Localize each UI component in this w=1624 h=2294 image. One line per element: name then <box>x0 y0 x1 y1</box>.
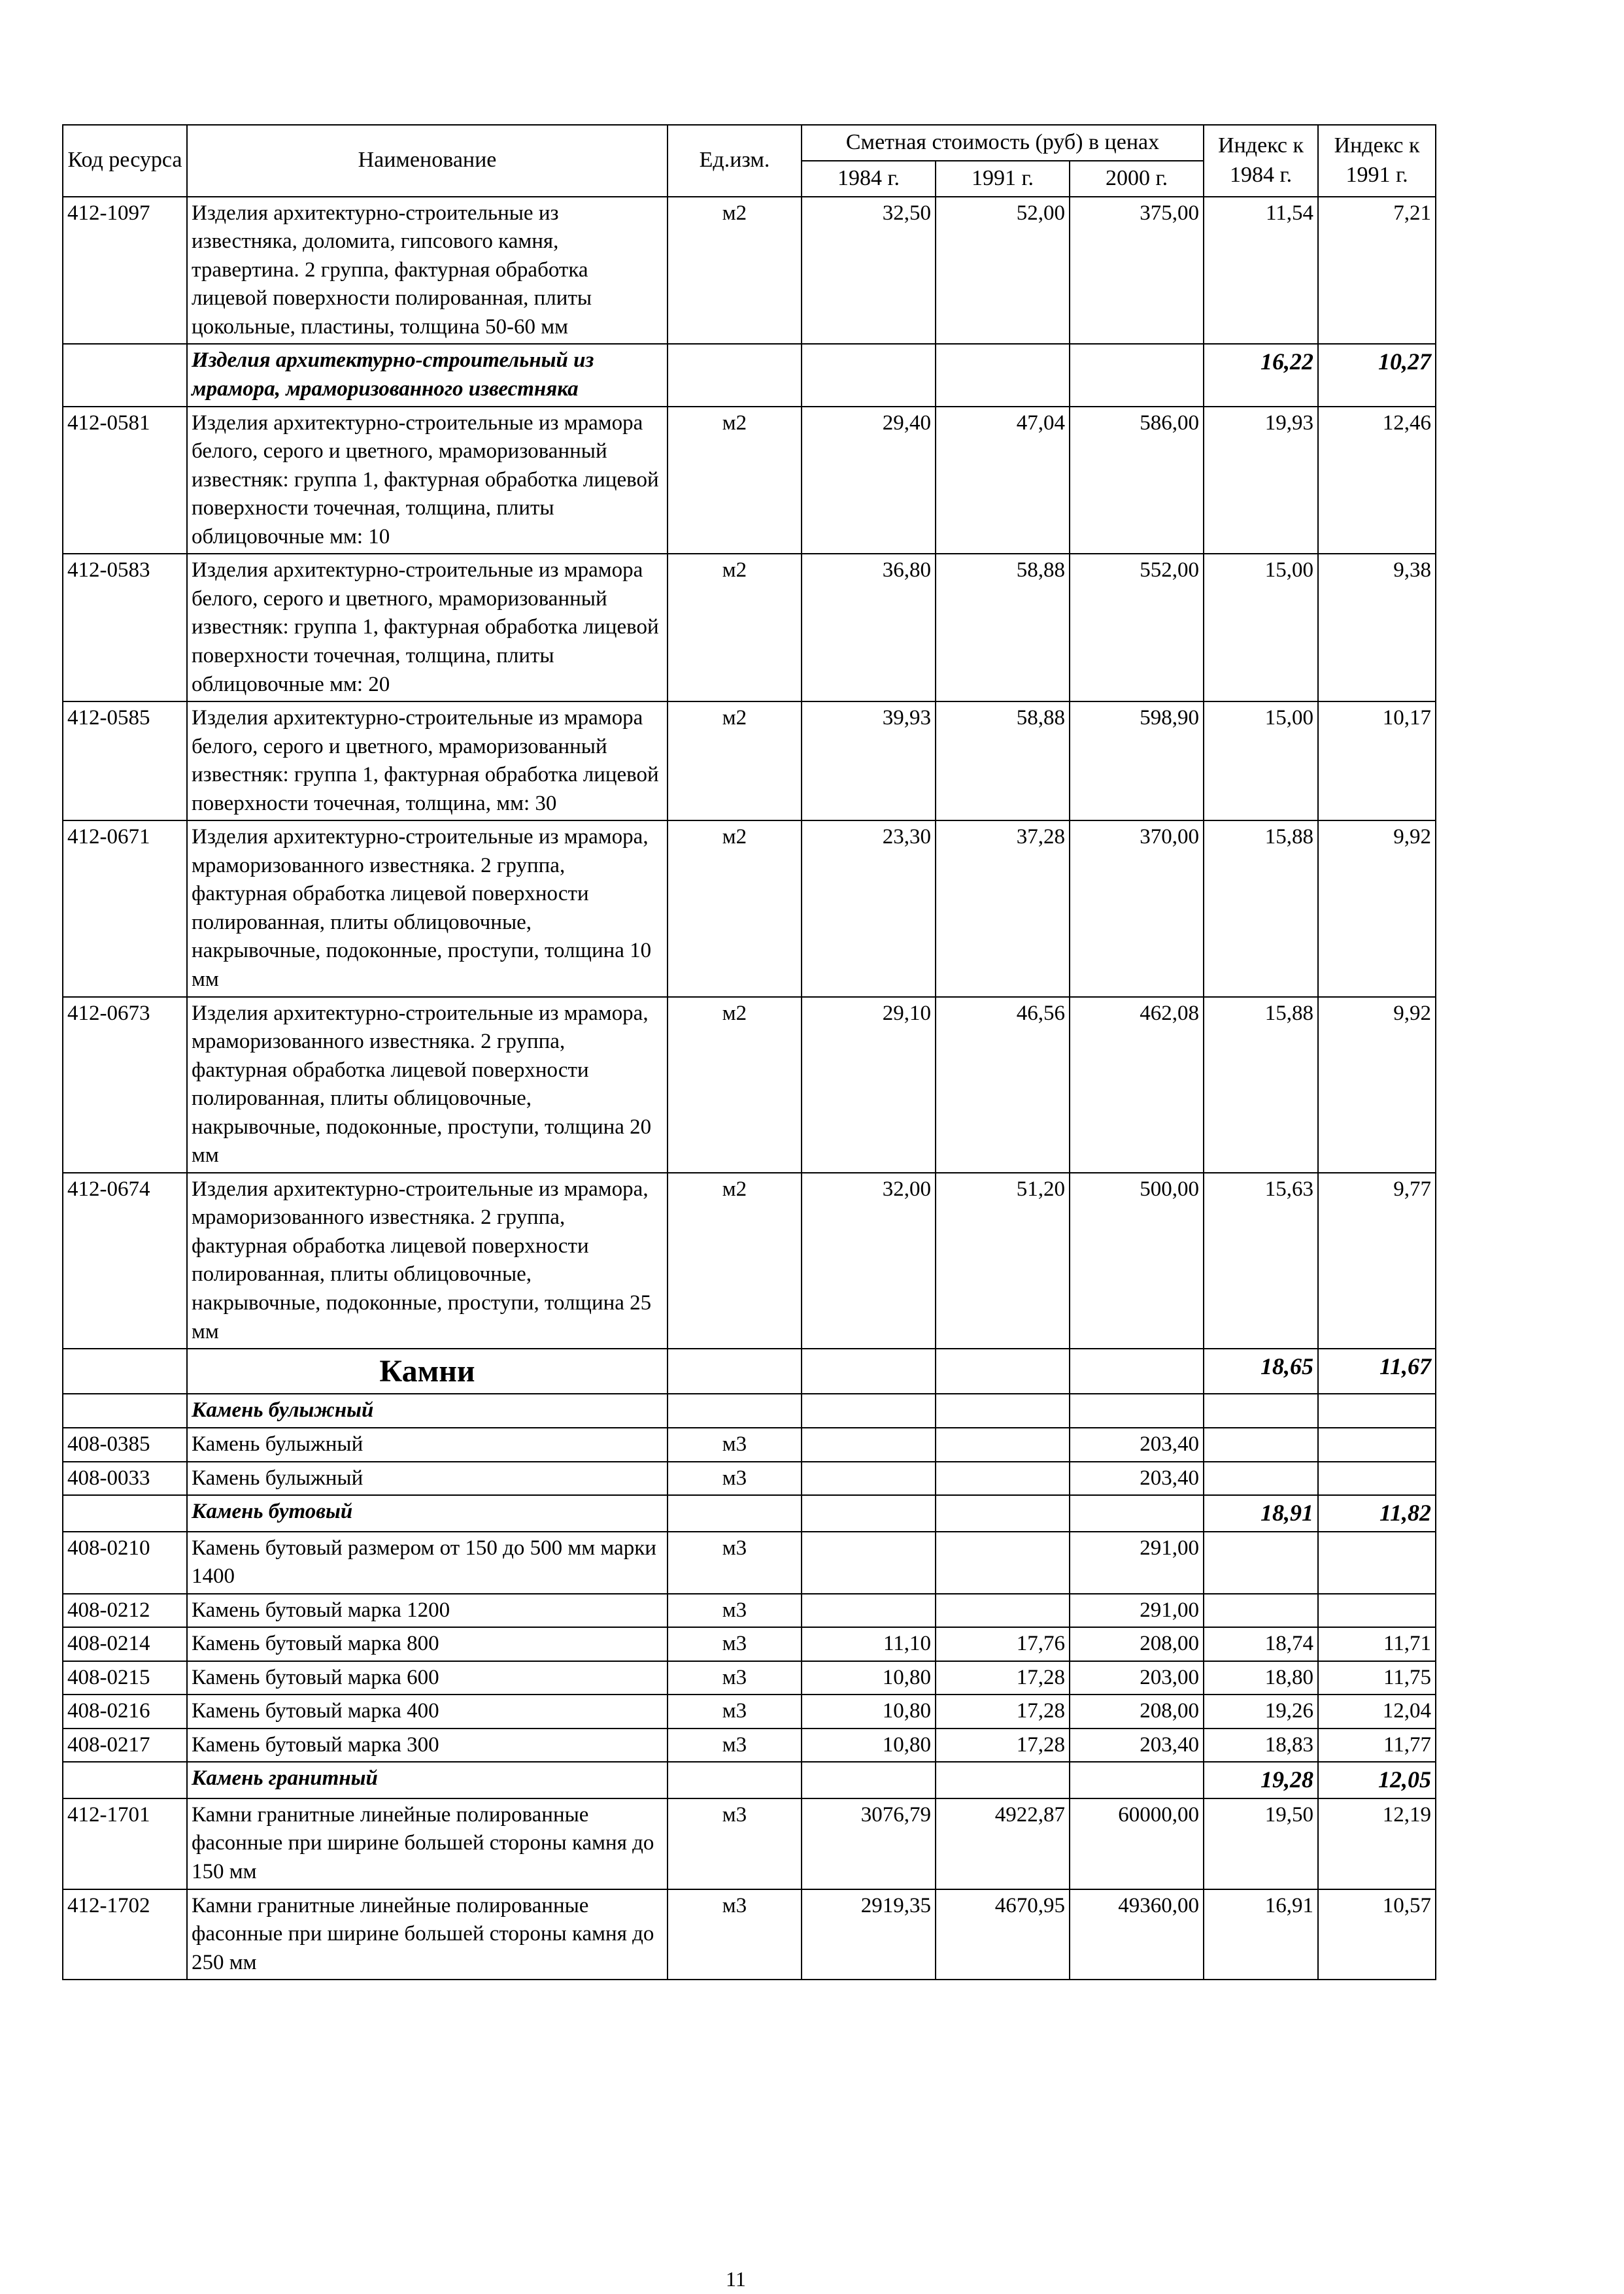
cell-index-1984: 19,50 <box>1204 1798 1318 1889</box>
table-header <box>63 125 1436 197</box>
cell-price-1991: 4922,87 <box>936 1798 1070 1889</box>
cell-index-1991: 11,82 <box>1318 1495 1436 1532</box>
cell-index-1984: 19,93 <box>1204 407 1318 554</box>
cell-name: Изделия архитектурно-строительные из мрамора белого, серого и цветного, мраморизованный известняк: группа 1, фактурная обработка лицевой поверхности точечная, толщина, плиты облицовочные мм: 10 <box>187 407 668 554</box>
cell-price-1984 <box>802 344 936 406</box>
cell-name: Камни <box>187 1349 668 1394</box>
table-body <box>63 197 1436 1980</box>
section-row <box>63 1349 1436 1394</box>
cell-unit: м3 <box>668 1661 802 1695</box>
header-year-1984: 1984 г. <box>802 161 936 197</box>
cell-code: 412-0581 <box>63 407 187 554</box>
cell-price-1991 <box>936 1495 1070 1532</box>
cell-unit <box>668 1394 802 1428</box>
cell-code: 412-0671 <box>63 820 187 996</box>
cell-code: 412-0583 <box>63 554 187 701</box>
cell-price-2000: 552,00 <box>1070 554 1204 701</box>
cell-unit: м3 <box>668 1889 802 1980</box>
cell-price-2000 <box>1070 344 1204 406</box>
cell-name: Камень бутовый марка 800 <box>187 1627 668 1661</box>
cell-index-1984 <box>1204 1462 1318 1496</box>
cell-code <box>63 1762 187 1798</box>
cell-price-1991: 17,28 <box>936 1695 1070 1729</box>
cell-name: Изделия архитектурно-строительные из мрамора, мраморизованного известняка. 2 группа, фактурная обработка лицевой поверхности полированная, плиты облицовочные, накрывочные, подоконные, проступи, толщина 20 мм <box>187 997 668 1173</box>
cell-price-1991: 58,88 <box>936 554 1070 701</box>
cell-unit: м2 <box>668 820 802 996</box>
cell-price-1991 <box>936 1532 1070 1594</box>
cell-price-2000: 49360,00 <box>1070 1889 1204 1980</box>
cell-price-1984 <box>802 1394 936 1428</box>
cell-name: Изделия архитектурно-строительный из мрамора, мраморизованного известняка <box>187 344 668 406</box>
group-row <box>63 1762 1436 1798</box>
cell-price-1984: 10,80 <box>802 1661 936 1695</box>
cell-index-1991: 10,57 <box>1318 1889 1436 1980</box>
cell-code: 412-0673 <box>63 997 187 1173</box>
table-row <box>63 997 1436 1173</box>
cell-unit: м2 <box>668 197 802 345</box>
cell-code <box>63 1349 187 1394</box>
cell-price-2000 <box>1070 1349 1204 1394</box>
cell-price-2000: 462,08 <box>1070 997 1204 1173</box>
cell-price-1984: 10,80 <box>802 1695 936 1729</box>
cell-index-1984: 15,00 <box>1204 554 1318 701</box>
cell-unit <box>668 1349 802 1394</box>
cell-unit <box>668 1762 802 1798</box>
header-name: Наименование <box>187 125 668 197</box>
cell-index-1991: 12,19 <box>1318 1798 1436 1889</box>
cell-price-2000 <box>1070 1762 1204 1798</box>
cell-code: 408-0210 <box>63 1532 187 1594</box>
cell-price-1991: 47,04 <box>936 407 1070 554</box>
cell-index-1984: 19,26 <box>1204 1695 1318 1729</box>
cell-price-1991 <box>936 344 1070 406</box>
cell-code: 408-0215 <box>63 1661 187 1695</box>
cell-price-1984: 3076,79 <box>802 1798 936 1889</box>
cell-index-1991: 10,17 <box>1318 701 1436 820</box>
cell-price-1991 <box>936 1349 1070 1394</box>
cell-price-1984 <box>802 1428 936 1462</box>
cell-unit: м2 <box>668 1173 802 1349</box>
group-row <box>63 1495 1436 1532</box>
table-row <box>63 407 1436 554</box>
cell-index-1984: 18,91 <box>1204 1495 1318 1532</box>
cell-name: Изделия архитектурно-строительные из мрамора белого, серого и цветного, мраморизованный известняк: группа 1, фактурная обработка лицевой поверхности точечная, толщина, мм: 30 <box>187 701 668 820</box>
cell-price-1991 <box>936 1462 1070 1496</box>
cell-index-1984: 15,88 <box>1204 820 1318 996</box>
cell-price-2000: 586,00 <box>1070 407 1204 554</box>
table-row <box>63 1532 1436 1594</box>
cell-price-2000: 208,00 <box>1070 1695 1204 1729</box>
cell-unit <box>668 344 802 406</box>
cell-index-1991: 11,67 <box>1318 1349 1436 1394</box>
cell-price-1991: 17,28 <box>936 1661 1070 1695</box>
cell-name: Камни гранитные линейные полированные фасонные при ширине большей стороны камня до 150 мм <box>187 1798 668 1889</box>
cell-index-1991 <box>1318 1594 1436 1628</box>
cell-index-1984 <box>1204 1594 1318 1628</box>
header-unit: Ед.изм. <box>668 125 802 197</box>
table-row <box>63 1695 1436 1729</box>
table-row <box>63 820 1436 996</box>
header-year-1991: 1991 г. <box>936 161 1070 197</box>
cell-index-1984: 18,83 <box>1204 1729 1318 1763</box>
cell-price-1991 <box>936 1594 1070 1628</box>
header-index-1991: Индекс к 1991 г. <box>1318 125 1436 197</box>
cell-name: Изделия архитектурно-строительные из мрамора, мраморизованного известняка. 2 группа, фактурная обработка лицевой поверхности полированная, плиты облицовочные, накрывочные, подоконные, проступи, толщина 25 мм <box>187 1173 668 1349</box>
cell-price-2000: 60000,00 <box>1070 1798 1204 1889</box>
cell-index-1984: 11,54 <box>1204 197 1318 345</box>
cell-price-1991 <box>936 1428 1070 1462</box>
cell-code: 412-1097 <box>63 197 187 345</box>
cell-price-1984: 10,80 <box>802 1729 936 1763</box>
cell-unit: м3 <box>668 1695 802 1729</box>
cell-price-1984 <box>802 1532 936 1594</box>
table-row <box>63 701 1436 820</box>
cell-name: Камень булыжный <box>187 1394 668 1428</box>
cell-index-1991: 12,04 <box>1318 1695 1436 1729</box>
table-row <box>63 1462 1436 1496</box>
cell-price-1991 <box>936 1394 1070 1428</box>
cell-name: Камень бутовый размером от 150 до 500 мм марки 1400 <box>187 1532 668 1594</box>
header-code: Код ресурса <box>63 125 187 197</box>
header-cost-group: Сметная стоимость (руб) в ценах <box>802 125 1204 161</box>
cell-name: Изделия архитектурно-строительные из известняка, доломита, гипсового камня, травертина. 2 группа, фактурная обработка лицевой поверхности полированная, плиты цокольные, пластины, толщина 50-60 мм <box>187 197 668 345</box>
cell-index-1991 <box>1318 1532 1436 1594</box>
cell-code: 412-1702 <box>63 1889 187 1980</box>
cell-price-1984: 36,80 <box>802 554 936 701</box>
cell-code: 408-0033 <box>63 1462 187 1496</box>
cell-price-1991 <box>936 1762 1070 1798</box>
cell-index-1984: 16,22 <box>1204 344 1318 406</box>
group-row <box>63 344 1436 406</box>
cell-name: Камень бутовый марка 600 <box>187 1661 668 1695</box>
cell-unit: м3 <box>668 1627 802 1661</box>
cell-unit <box>668 1495 802 1532</box>
cell-name: Камень бутовый марка 1200 <box>187 1594 668 1628</box>
cell-price-1991: 52,00 <box>936 197 1070 345</box>
cell-unit: м2 <box>668 701 802 820</box>
cell-price-1984: 32,50 <box>802 197 936 345</box>
cell-unit: м2 <box>668 997 802 1173</box>
cell-code <box>63 1495 187 1532</box>
cell-index-1991 <box>1318 1394 1436 1428</box>
cell-code: 408-0212 <box>63 1594 187 1628</box>
cell-index-1991: 11,71 <box>1318 1627 1436 1661</box>
table-row <box>63 1627 1436 1661</box>
cell-price-1984: 29,40 <box>802 407 936 554</box>
cell-price-2000: 291,00 <box>1070 1594 1204 1628</box>
cell-price-1984 <box>802 1495 936 1532</box>
cell-name: Камень гранитный <box>187 1762 668 1798</box>
cell-index-1984 <box>1204 1428 1318 1462</box>
cell-name: Камень булыжный <box>187 1428 668 1462</box>
cell-unit: м2 <box>668 554 802 701</box>
cell-price-1984: 2919,35 <box>802 1889 936 1980</box>
cell-price-2000: 500,00 <box>1070 1173 1204 1349</box>
table-row <box>63 1428 1436 1462</box>
table-row <box>63 1173 1436 1349</box>
cell-index-1991: 7,21 <box>1318 197 1436 345</box>
cell-code <box>63 344 187 406</box>
cell-unit: м2 <box>668 407 802 554</box>
cell-price-1984 <box>802 1349 936 1394</box>
cell-price-2000 <box>1070 1394 1204 1428</box>
group-row <box>63 1394 1436 1428</box>
cell-index-1984: 18,74 <box>1204 1627 1318 1661</box>
table-row <box>63 1594 1436 1628</box>
header-index-1984: Индекс к 1984 г. <box>1204 125 1318 197</box>
cell-code: 408-0385 <box>63 1428 187 1462</box>
cell-index-1984 <box>1204 1394 1318 1428</box>
cell-index-1991 <box>1318 1462 1436 1496</box>
cell-price-2000: 203,40 <box>1070 1428 1204 1462</box>
cell-unit: м3 <box>668 1594 802 1628</box>
cell-unit: м3 <box>668 1462 802 1496</box>
cell-price-2000: 203,00 <box>1070 1661 1204 1695</box>
cell-index-1991: 9,92 <box>1318 997 1436 1173</box>
cell-code: 412-0674 <box>63 1173 187 1349</box>
cell-price-1991: 37,28 <box>936 820 1070 996</box>
cell-code <box>63 1394 187 1428</box>
cell-unit: м3 <box>668 1428 802 1462</box>
cell-index-1991: 9,92 <box>1318 820 1436 996</box>
cell-index-1984: 18,65 <box>1204 1349 1318 1394</box>
cell-price-1984: 23,30 <box>802 820 936 996</box>
cell-price-1984: 29,10 <box>802 997 936 1173</box>
cell-name: Камень бутовый марка 300 <box>187 1729 668 1763</box>
header-year-2000: 2000 г. <box>1070 161 1204 197</box>
cell-price-2000: 203,40 <box>1070 1729 1204 1763</box>
cell-unit: м3 <box>668 1798 802 1889</box>
cell-price-1984 <box>802 1462 936 1496</box>
cell-price-2000: 598,90 <box>1070 701 1204 820</box>
table-row <box>63 1729 1436 1763</box>
cell-index-1991: 9,77 <box>1318 1173 1436 1349</box>
cell-price-2000: 291,00 <box>1070 1532 1204 1594</box>
cell-index-1991: 10,27 <box>1318 344 1436 406</box>
cell-name: Камень булыжный <box>187 1462 668 1496</box>
cell-index-1991 <box>1318 1428 1436 1462</box>
table-row <box>63 1889 1436 1980</box>
cell-price-2000 <box>1070 1495 1204 1532</box>
cell-price-1984: 39,93 <box>802 701 936 820</box>
table-row <box>63 1661 1436 1695</box>
table-row <box>63 554 1436 701</box>
cell-index-1991: 12,05 <box>1318 1762 1436 1798</box>
cell-price-2000: 370,00 <box>1070 820 1204 996</box>
cell-price-2000: 208,00 <box>1070 1627 1204 1661</box>
cell-code: 408-0217 <box>63 1729 187 1763</box>
cell-price-1984 <box>802 1594 936 1628</box>
cell-index-1991: 9,38 <box>1318 554 1436 701</box>
cell-index-1984: 19,28 <box>1204 1762 1318 1798</box>
cell-price-1991: 46,56 <box>936 997 1070 1173</box>
table-row <box>63 1798 1436 1889</box>
cell-price-1984: 11,10 <box>802 1627 936 1661</box>
cell-name: Камень бутовый марка 400 <box>187 1695 668 1729</box>
cell-name: Изделия архитектурно-строительные из мрамора белого, серого и цветного, мраморизованный известняк: группа 1, фактурная обработка лицевой поверхности точечная, толщина, плиты облицовочные мм: 20 <box>187 554 668 701</box>
cell-price-1991: 17,28 <box>936 1729 1070 1763</box>
cell-unit: м3 <box>668 1532 802 1594</box>
cell-price-1984 <box>802 1762 936 1798</box>
cell-code: 408-0216 <box>63 1695 187 1729</box>
cell-price-1991: 4670,95 <box>936 1889 1070 1980</box>
cell-index-1984 <box>1204 1532 1318 1594</box>
cell-price-1991: 58,88 <box>936 701 1070 820</box>
cell-price-1991: 51,20 <box>936 1173 1070 1349</box>
cell-code: 412-1701 <box>63 1798 187 1889</box>
cell-code: 408-0214 <box>63 1627 187 1661</box>
cell-price-1984: 32,00 <box>802 1173 936 1349</box>
price-table <box>62 124 1436 1980</box>
cell-price-2000: 203,40 <box>1070 1462 1204 1496</box>
page-number: 11 <box>726 2267 746 2291</box>
cell-name: Камни гранитные линейные полированные фасонные при ширине большей стороны камня до 250 мм <box>187 1889 668 1980</box>
cell-price-1991: 17,76 <box>936 1627 1070 1661</box>
cell-index-1984: 15,88 <box>1204 997 1318 1173</box>
cell-code: 412-0585 <box>63 701 187 820</box>
cell-index-1991: 12,46 <box>1318 407 1436 554</box>
cell-price-2000: 375,00 <box>1070 197 1204 345</box>
cell-index-1984: 16,91 <box>1204 1889 1318 1980</box>
cell-index-1991: 11,77 <box>1318 1729 1436 1763</box>
cell-index-1991: 11,75 <box>1318 1661 1436 1695</box>
cell-index-1984: 15,63 <box>1204 1173 1318 1349</box>
cell-unit: м3 <box>668 1729 802 1763</box>
cell-name: Камень бутовый <box>187 1495 668 1532</box>
cell-name: Изделия архитектурно-строительные из мрамора, мраморизованного известняка. 2 группа, фактурная обработка лицевой поверхности полированная, плиты облицовочные, накрывочные, подоконные, проступи, толщина 10 мм <box>187 820 668 996</box>
cell-index-1984: 18,80 <box>1204 1661 1318 1695</box>
table-row <box>63 197 1436 345</box>
cell-index-1984: 15,00 <box>1204 701 1318 820</box>
